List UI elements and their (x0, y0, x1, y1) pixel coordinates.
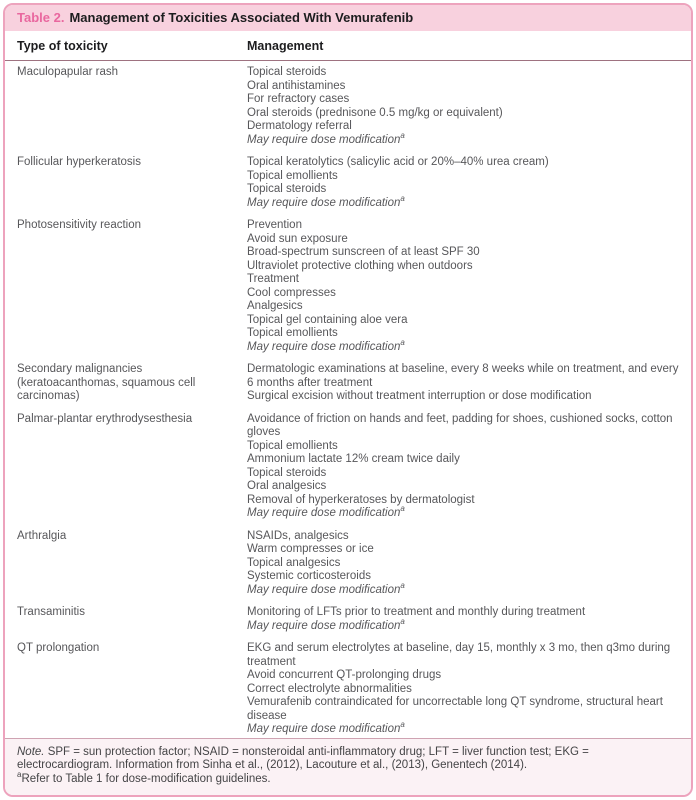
management-item: Topical keratolytics (salicylic acid or 20%–40% urea cream) (247, 156, 549, 168)
management-item: Oral analgesics (247, 480, 327, 492)
toxicity-cell: Secondary malignancies (keratoacanthomas, squamous cell carcinomas) (17, 363, 196, 402)
management-item: Ammonium lactate 12% cream twice daily (247, 453, 460, 465)
table-title: Management of Toxicities Associated With Vemurafenib (69, 10, 414, 25)
management-item: Systemic corticosteroids (247, 570, 371, 582)
management-item: Surgical excision without treatment interruption or dose modification (247, 390, 592, 402)
footnote-marker: a (400, 720, 405, 730)
management-cell (247, 219, 679, 354)
toxicity-cell: Arthralgia (17, 529, 67, 542)
dose-modification-note: May require dose modification$^a$ (247, 504, 405, 519)
management-cell (247, 66, 679, 147)
management-item: Avoidance of friction on hands and feet, padding for shoes, cushioned socks, cotton gloves (247, 412, 673, 438)
toxicity-cell: QT prolongation (17, 642, 100, 654)
dose-modification-note: May require dose modification$^a$ (247, 193, 405, 209)
management-item: Analgesics (247, 300, 303, 312)
table-body (5, 61, 691, 738)
table-row (17, 530, 679, 598)
management-item: NSAIDs, analgesics (247, 529, 349, 542)
footnote-marker: a (400, 616, 405, 626)
management-item: Topical steroids (247, 66, 327, 78)
management-item: Treatment (247, 273, 299, 285)
table-row (17, 66, 679, 147)
note-label: Note. (17, 745, 45, 758)
footnote-marker: a (400, 193, 405, 203)
note-paragraph (17, 746, 679, 774)
management-item: Topical emollients (247, 327, 338, 339)
management-item: EKG and serum electrolytes at baseline, day 15, monthly x 3 mo, then q3mo during treatment (247, 642, 671, 668)
dose-modification-note: May require dose modification$^a$ (247, 130, 405, 146)
note-body: SPF = sun protection factor; NSAID = nonsteroidal anti-inflammatory drug; LFT = liver function test; EKG = electrocardiogram. Information from Sinha et al., (2012), Lacouture et al., (2013), Genentech (2014). (17, 745, 589, 772)
table-row (17, 642, 679, 737)
management-cell (247, 530, 679, 598)
dose-modification-note: May require dose modification$^a$ (247, 337, 405, 353)
table-row (17, 219, 679, 354)
management-cell (247, 363, 679, 404)
management-item: Topical emollients (247, 169, 338, 182)
management-item: Prevention (247, 219, 302, 231)
management-item: Avoid concurrent QT-prolonging drugs (247, 669, 442, 681)
management-item: Warm compresses or ice (247, 543, 374, 555)
footnote-paragraph (17, 770, 679, 787)
management-item: Topical gel containing aloe vera (247, 313, 408, 326)
footnote-marker: a (400, 337, 405, 347)
management-cell (247, 606, 679, 633)
dose-modification-note: May require dose modification$^a$ (247, 580, 405, 596)
column-header-management: Management (247, 39, 324, 53)
table-row (17, 606, 679, 633)
table-header-row (5, 31, 691, 61)
footnote-marker: a (17, 770, 22, 780)
management-item: Topical emollients (247, 439, 338, 452)
table-row (17, 363, 679, 404)
management-item: Oral steroids (prednisone 0.5 mg/kg or equivalent) (247, 106, 503, 119)
management-item: Correct electrolyte abnormalities (247, 682, 412, 695)
management-item: Dermatology referral (247, 120, 352, 132)
toxicity-management-table (3, 3, 693, 797)
dose-modification-note: May require dose modification$^a$ (247, 720, 405, 735)
management-item: Monitoring of LFTs prior to treatment and monthly during treatment (247, 606, 586, 618)
footnote-marker: a (400, 130, 405, 140)
management-item: Removal of hyperkeratoses by dermatologist (247, 493, 475, 506)
management-item: Topical analgesics (247, 556, 341, 569)
table-row (17, 413, 679, 521)
toxicity-cell: Photosensitivity reaction (17, 219, 142, 231)
management-item: Vemurafenib contraindicated for uncorrectable long QT syndrome, structural heart disease (247, 696, 663, 722)
table-note (5, 738, 691, 795)
dose-modification-note: May require dose modification$^a$ (247, 616, 405, 632)
management-item: Avoid sun exposure (247, 232, 348, 245)
column-header-toxicity: Type of toxicity (17, 39, 108, 53)
management-item: Topical steroids (247, 466, 327, 479)
table-row (17, 156, 679, 210)
footnote-marker: a (400, 580, 405, 590)
management-cell (247, 642, 679, 737)
management-cell (247, 156, 679, 210)
footnote-text: Refer to Table 1 for dose-modification guidelines. (21, 773, 271, 786)
table-title-bar (5, 5, 691, 31)
management-item: Cool compresses (247, 286, 336, 299)
management-item: Dermatologic examinations at baseline, every 8 weeks while on treatment, and every 6 months after treatment (247, 363, 679, 389)
management-item: Broad-spectrum sunscreen of at least SPF 30 (247, 246, 480, 258)
management-item: Ultraviolet protective clothing when outdoors (247, 259, 473, 272)
management-item: Oral antihistamines (247, 79, 346, 92)
footnote-marker: a (400, 504, 405, 514)
table-number-label: Table 2. (17, 10, 65, 25)
toxicity-cell: Transaminitis (17, 606, 85, 618)
toxicity-cell: Maculopapular rash (17, 66, 119, 78)
management-item: For refractory cases (247, 93, 350, 105)
management-cell (247, 413, 679, 521)
toxicity-cell: Follicular hyperkeratosis (17, 156, 141, 168)
toxicity-cell: Palmar-plantar erythrodysesthesia (17, 412, 193, 425)
management-item: Topical steroids (247, 183, 327, 195)
